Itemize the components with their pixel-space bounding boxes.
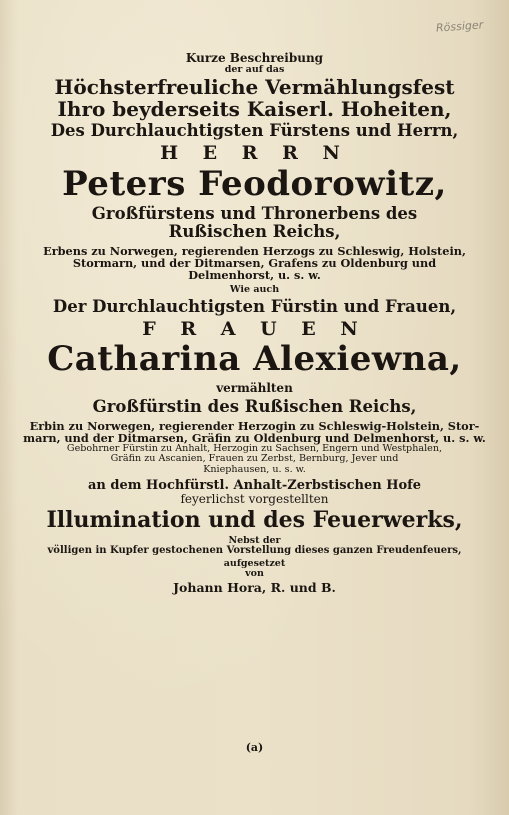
title-line-erbin-norwegen: Erbin zu Norwegen, regierender Herzogin zu Schleswig-Holstein, Stor-: [29, 418, 480, 433]
title-line-erbens-norwegen: Erbens zu Norwegen, regierenden Herzogs zu Schleswig, Holstein,: [43, 244, 466, 259]
title-line-nebst-der: Nebst der: [228, 534, 281, 546]
pencil-annotation: Rössiger: [435, 18, 484, 35]
title-block: [0, 44, 509, 595]
title-line-russischen-reichs: Rußischen Reichs,: [168, 222, 341, 242]
title-line-catharina: Catharina Alexiewna,: [47, 339, 462, 380]
title-line-kaiserl-hoheiten: Ihro beyderseits Kaiserl. Hoheiten,: [57, 96, 452, 121]
title-line-anhalt-zerbst: an dem Hochfürstl. Anhalt-Zerbstischen Hofe: [87, 478, 422, 494]
title-line-frauen: F R A U E N: [142, 317, 367, 340]
title-line-illumination: Illumination und des Feuerwerks,: [46, 507, 463, 534]
title-line-fuerstin-frauen: Der Durchlauchtigsten Fürstin und Frauen,: [52, 296, 457, 316]
title-line-feyerlichst: feyerlichst vorgestellten: [180, 492, 329, 507]
title-line-graefin-ascanien: Gräfin zu Ascanien, Frauen zu Zerbst, Bernburg, Jever und: [110, 453, 399, 465]
title-line-von: von: [245, 568, 264, 580]
title-line-vermaehlungsfest: Höchsterfreuliche Vermählungsfest: [54, 75, 455, 100]
title-line-kupfer: völligen in Kupfer gestochenen Vorstellung dieses ganzen Freudenfeuers,: [47, 545, 462, 557]
title-line-stormarn: Stormarn, und der Ditmarsen, Grafens zu Oldenburg und: [72, 256, 437, 271]
title-line-delmenhorst: Delmenhorst, u. s. w.: [188, 268, 321, 283]
title-line-aufgesetzet: aufgesetzet: [223, 557, 286, 569]
title-line-author: Johann Hora, R. und B.: [173, 580, 336, 596]
title-line-kniephausen: Kniephausen, u. s. w.: [203, 463, 306, 475]
title-line-gebohrner: Gebohrner Fürstin zu Anhalt, Herzogin zu Sachsen, Engern und Westphalen,: [66, 443, 443, 455]
title-line-wie-auch: Wie auch: [229, 283, 280, 295]
title-line-herrn: H E R R N: [160, 142, 349, 165]
title-line-durchlauchtigsten-herrn: Des Durchlauchtigsten Fürstens und Herrn,: [50, 121, 459, 141]
title-line-der-auf: der auf das: [224, 63, 285, 75]
signature-mark: (a): [245, 741, 264, 754]
title-line-kurze: Kurze Beschreibung: [185, 51, 324, 65]
title-line-vermaehlten: vermählten: [216, 380, 293, 395]
title-line-grossfuerstens: Großfürstens und Thronerbens des: [91, 204, 418, 224]
title-line-marn: marn, und der Ditmarsen, Gräfin zu Oldenburg und Delmenhorst, u. s. w.: [23, 430, 486, 445]
title-line-grossfuerstin: Großfürstin des Rußischen Reichs,: [92, 396, 417, 416]
title-line-peters: Peters Feodorowitz,: [62, 163, 447, 204]
